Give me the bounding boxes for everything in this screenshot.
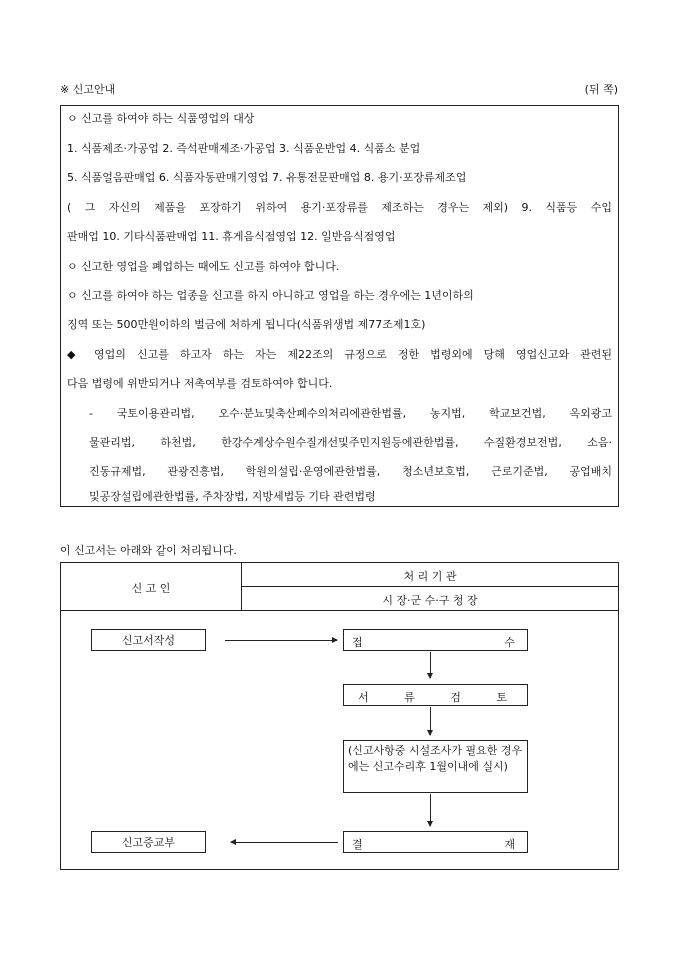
agency-subheader: 시 장·군 수·구 청 장 [382,594,478,607]
receive-label-a: 접 [352,636,363,649]
arrow-to-approve [430,794,431,826]
guide-line-law-list-4: 및공장설립에관한법률, 주차장법, 지방세법등 기타 관련법령 [89,490,376,503]
guide-line-related-laws-1: ◆ 영업의 신고를 하고자 하는 자는 제22조의 규정으로 정한 법령외에 당해 영업신고와 관련된 [67,348,612,361]
back-side-label: (뒤 쪽) [584,83,618,96]
arrow-to-issue [231,842,338,843]
report-guide-box [60,105,619,507]
arrow-to-inspection [430,707,431,735]
guide-line-business-types-3: ( 그 자신의 제품을 포장하기 위하여 용기·포장류를 제조하는 경우는 제외) 9. 식품등 수입 [67,201,612,214]
approval-label-a: 결 [352,838,363,851]
inspection-note-text: (신고사항중 시설조사가 필요한 경우에는 신고수리후 1월이내에 실시) [348,744,523,773]
issue-certificate-box [91,831,206,853]
process-caption: 이 신고서는 아래와 같이 처리됩니다. [60,544,237,557]
guide-line-law-list-1: - 국토이용관리법, 오수·분뇨및축산폐수의처리에관한법률, 농지법, 학교보건법, 옥외광고 [89,407,612,420]
guide-line-business-types-4: 판매업 10. 기타식품판매업 11. 휴게음식점영업 12. 일반음식점영업 [67,230,396,243]
document-review-box [343,684,528,706]
receive-box [343,629,528,651]
applicant-header: 신 고 인 [131,582,171,595]
header-divider-horizontal [61,610,618,611]
agency-header: 처 리 기 관 [403,570,457,583]
header-divider-agency [241,586,618,587]
write-report-box [91,629,206,651]
guide-line-closure-notice: ㅇ 신고한 영업을 폐업하는 때에도 신고를 하여야 합니다. [67,260,340,273]
receive-label-b: 수 [504,636,515,649]
guide-line-penalty-1: ㅇ 신고를 하여야 하는 업종을 신고를 하지 아니하고 영업을 하는 경우에는 1년이하의 [67,289,474,302]
guide-line-business-types-1: 1. 식품제조·가공업 2. 즉석판매제조·가공업 3. 식품운반업 4. 식품소 분업 [67,142,421,155]
review-char-3: 검 [450,691,461,704]
issue-certificate-label: 신고증교부 [121,836,176,849]
guide-line-penalty-2: 징역 또는 500만원이하의 벌금에 처하게 됩니다(식품위생법 제77조제1호) [67,318,426,331]
review-char-4: 토 [496,691,507,704]
arrow-to-review [430,652,431,678]
review-char-2: 류 [404,691,415,704]
approval-box [343,831,528,853]
process-flow-table [60,562,619,870]
write-report-label: 신고서작성 [121,634,176,647]
arrow-to-receive [225,640,337,641]
notice-title: ※ 신고안내 [60,83,116,96]
approval-label-b: 재 [504,838,515,851]
guide-line-law-list-2: 물관리법, 하천법, 한강수계상수원수질개선및주민지원등에관한법률, 수질환경보전법, 소음· [89,436,612,449]
inspection-note-box [343,740,528,793]
review-char-1: 서 [358,691,369,704]
guide-line-related-laws-2: 다음 법령에 위반되거나 저촉여부를 검토하여야 합니다. [67,377,333,390]
guide-line-business-types-2: 5. 식품얼음판매업 6. 식품자동판매기영업 7. 유통전문판매업 8. 용기·포장류제조업 [67,171,467,184]
guide-line-target-heading: ㅇ 신고를 하여야 하는 식품영업의 대상 [67,112,255,125]
guide-line-law-list-3: 진동규제법, 관광진흥법, 학원의설립·운영에관한법률, 청소년보호법, 근로기준법, 공업배치 [89,465,612,478]
